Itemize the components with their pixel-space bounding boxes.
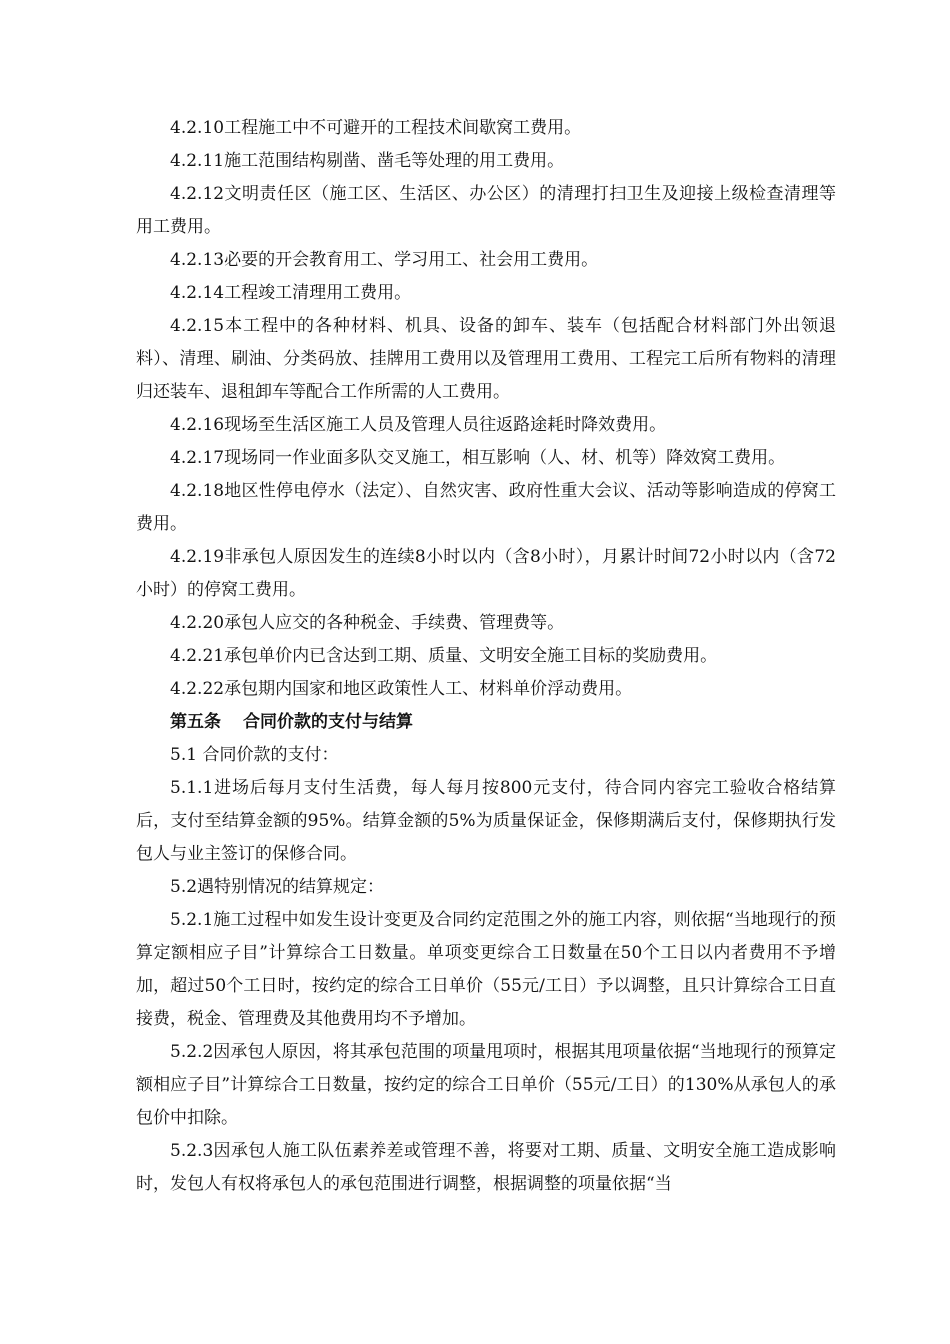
clause-5-2-3: 5.2.3因承包人施工队伍素养差或管理不善，将要对工期、质量、文明安全施工造成影响时，发包人有权将承包人的承包范围进行调整，根据调整的项量依据“当 (136, 1141, 836, 1194)
clause-5-2-1: 5.2.1施工过程中如发生设计变更及合同约定范围之外的施工内容，则依据“当地现行的预算定额相应子目”计算综合工日数量。单项变更综合工日数量在50个工日以内者费用不予增加，超过50个工日时，按约定的综合工日单价（55元/工日）予以调整，且只计算综合工日直接费，税金、管理费及其他费用均不予增加。 (136, 910, 836, 1029)
article-number: 第五条 (170, 712, 221, 732)
clause-4-2-20: 4.2.20承包人应交的各种税金、手续费、管理费等。 (170, 613, 565, 633)
clause-4-2-18: 4.2.18地区性停电停水（法定）、自然灾害、政府性重大会议、活动等影响造成的停窝工费用。 (136, 481, 836, 534)
clause-4-2-17: 4.2.17现场同一作业面多队交叉施工，相互影响（人、材、机等）降效窝工费用。 (170, 448, 786, 468)
clause-5-2: 5.2遇特别情况的结算规定： (170, 877, 385, 897)
clause-5-1-1: 5.1.1进场后每月支付生活费，每人每月按800元支付，待合同内容完工验收合格结算后，支付至结算金额的95%。结算金额的5%为质量保证金，保修期满后支付，保修期执行发包人与业主签订的保修合同。 (136, 778, 836, 864)
clause-4-2-14: 4.2.14工程竣工清理用工费用。 (170, 283, 412, 303)
clause-4-2-15: 4.2.15本工程中的各种材料、机具、设备的卸车、装车（包括配合材料部门外出领退料）、清理、刷油、分类码放、挂牌用工费用以及管理用工费用、工程完工后所有物料的清理归还装车、退租卸车等配合工作所需的人工费用。 (136, 316, 836, 402)
clause-5-2-2: 5.2.2因承包人原因，将其承包范围的项量甩项时，根据其甩项量依据“当地现行的预算定额相应子目”计算综合工日数量，按约定的综合工日单价（55元/工日）的130%从承包人的承包价中扣除。 (136, 1042, 836, 1128)
clause-4-2-11: 4.2.11施工范围结构剔凿、凿毛等处理的用工费用。 (170, 151, 565, 171)
article-five-heading (136, 706, 836, 739)
clause-4-2-21: 4.2.21承包单价内已含达到工期、质量、文明安全施工目标的奖励费用。 (170, 646, 718, 666)
clause-4-2-12: 4.2.12文明责任区（施工区、生活区、办公区）的清理打扫卫生及迎接上级检查清理等用工费用。 (136, 184, 836, 237)
clause-4-2-22: 4.2.22承包期内国家和地区政策性人工、材料单价浮动费用。 (170, 679, 633, 699)
clause-4-2-19: 4.2.19非承包人原因发生的连续8小时以内（含8小时），月累计时间72小时以内（含72小时）的停窝工费用。 (136, 547, 836, 600)
clause-4-2-10: 4.2.10工程施工中不可避开的工程技术间歇窝工费用。 (170, 118, 582, 138)
clause-4-2-16: 4.2.16现场至生活区施工人员及管理人员往返路途耗时降效费用。 (170, 415, 667, 435)
clause-4-2-13: 4.2.13必要的开会教育用工、学习用工、社会用工费用。 (170, 250, 599, 270)
article-title: 合同价款的支付与结算 (243, 712, 413, 732)
document-body (136, 112, 836, 1201)
clause-5-1: 5.1 合同价款的支付： (170, 745, 339, 765)
